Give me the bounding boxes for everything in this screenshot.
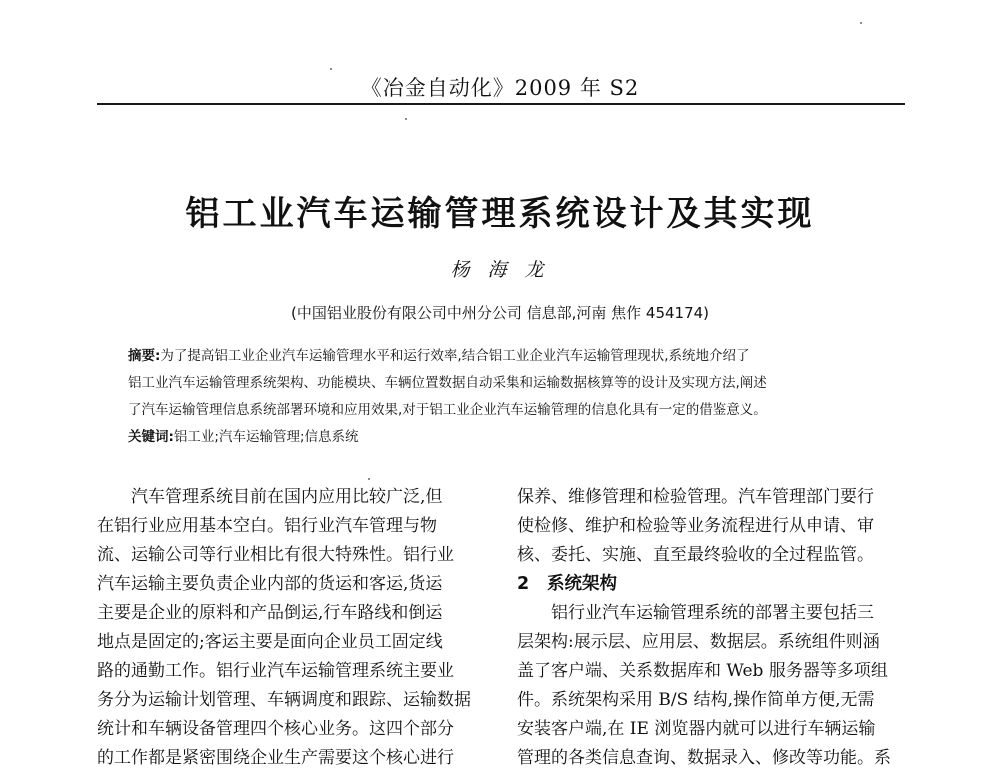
abstract-text: 为了提高铝工业企业汽车运输管理水平和运行效率,结合铝工业企业汽车运输管理现状,系统地介绍了	[160, 348, 750, 364]
section-title: 系统架构	[547, 574, 617, 594]
scan-speck	[368, 478, 370, 480]
body-line: 层架构:展示层、应用层、数据层。系统组件则涵	[517, 632, 880, 652]
body-line: 管理的各类信息查询、数据录入、修改等功能。系	[517, 748, 891, 768]
section-heading	[517, 570, 909, 599]
keywords-text: 铝工业;汽车运输管理;信息系统	[173, 429, 359, 445]
body-line: 主要是企业的原料和产品倒运,行车路线和倒运	[97, 603, 443, 623]
body-line: 地点是固定的;客运主要是面向企业员工固定线	[97, 632, 443, 652]
author-name: 杨 海 龙	[450, 259, 550, 281]
abstract-line: 了汽车运输管理信息系统部署环境和应用效果,对于铝工业企业汽车运输管理的信息化具有一定的借鉴意义。	[128, 402, 767, 418]
body-line: 的工作都是紧密围绕企业生产需要这个核心进行	[97, 748, 454, 768]
scan-speck	[860, 22, 862, 24]
body-line: 路的通勤工作。铝行业汽车运输管理系统主要业	[97, 661, 454, 681]
abstract-line	[128, 343, 898, 370]
abstract-line: 铝工业汽车运输管理系统架构、功能模块、车辆位置数据自动采集和运输数据核算等的设计及实现方法,阐述	[128, 375, 767, 391]
body-line: 核、委托、实施、直至最终验收的全过程监管。	[517, 545, 874, 565]
body-line: 保养、维修管理和检验管理。汽车管理部门要行	[517, 487, 874, 507]
body-line: 汽车运输主要负责企业内部的货运和客运,货运	[97, 574, 443, 594]
body-line: 件。系统架构采用 B/S 结构,操作简单方便,无需	[517, 690, 875, 710]
body-line: 统计和车辆设备管理四个核心业务。这四个部分	[97, 719, 454, 739]
body-right-column	[517, 483, 909, 773]
body-line: 盖了客户端、关系数据库和 Web 服务器等多项组	[517, 661, 888, 681]
body-line: 流、运输公司等行业相比有很大特殊性。铝行业	[97, 545, 454, 565]
scan-speck	[330, 68, 332, 70]
keywords-line	[128, 424, 898, 451]
keywords-label: 关键词:	[128, 429, 174, 445]
body-line: 使检修、维护和检验等业务流程进行从申请、审	[517, 516, 874, 536]
body-left-column	[97, 483, 482, 773]
body-line: 在铝行业应用基本空白。铝行业汽车管理与物	[97, 516, 437, 536]
header-rule	[97, 103, 905, 105]
body-line: 安装客户端,在 IE 浏览器内就可以进行车辆运输	[517, 719, 876, 739]
section-number: 2	[517, 574, 530, 594]
body-line: 务分为运输计划管理、车辆调度和跟踪、运输数据	[97, 690, 471, 710]
running-header: 《冶金自动化》2009 年 S2	[360, 76, 640, 100]
abstract-label: 摘要:	[128, 348, 161, 364]
author-affiliation: (中国铝业股份有限公司中州分公司 信息部,河南 焦作 454174)	[290, 304, 710, 322]
scan-speck	[405, 118, 407, 120]
abstract-block	[128, 343, 898, 451]
body-line: 铝行业汽车运输管理系统的部署主要包括三	[551, 603, 874, 623]
paper-title: 铝工业汽车运输管理系统设计及其实现	[185, 194, 815, 234]
body-line: 汽车管理系统目前在国内应用比较广泛,但	[131, 487, 443, 507]
